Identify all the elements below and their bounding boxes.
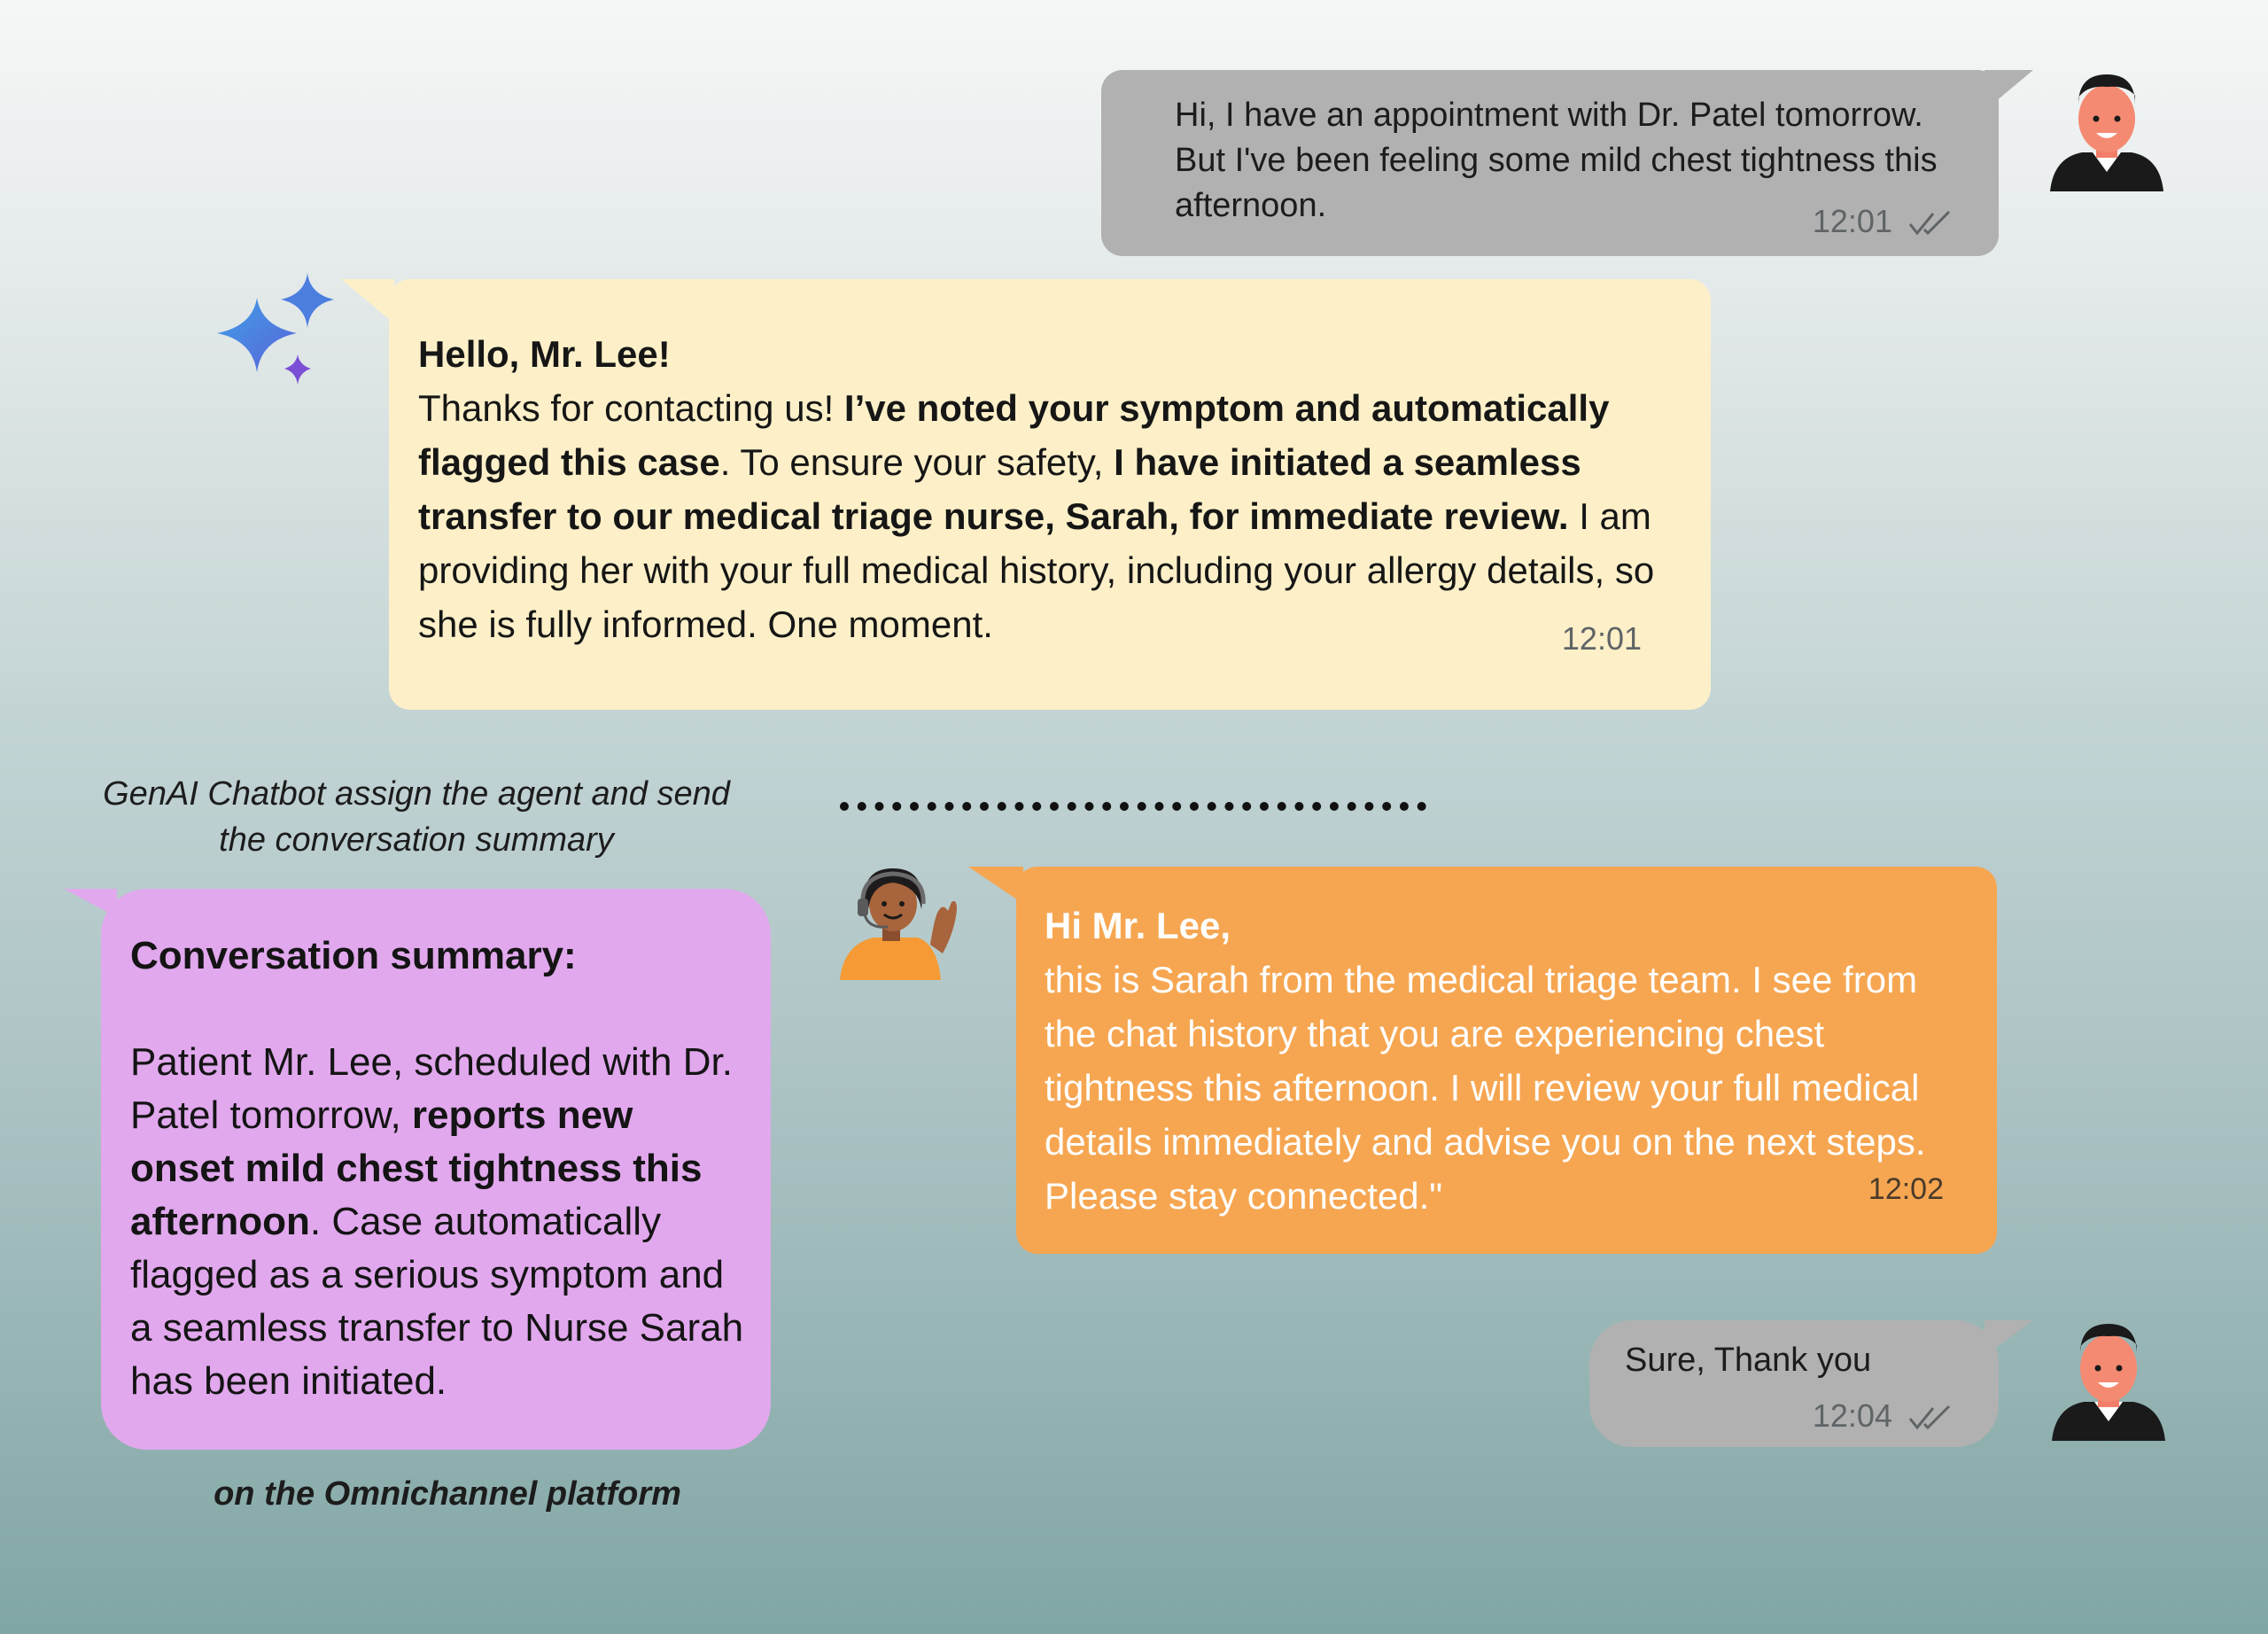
- nurse-avatar: [838, 860, 962, 982]
- user-message-1-meta: [1813, 198, 1953, 244]
- conversation-summary: [101, 889, 771, 1450]
- user-avatar: [2047, 69, 2167, 193]
- bot-message-time: 12:01: [1561, 620, 1642, 657]
- agent-greeting: Hi Mr. Lee,: [1045, 905, 1231, 946]
- bot-bold-2: I have initiated a seamless transfer to our medical triage nurse, Sarah, for immediate review.: [418, 441, 1581, 537]
- double-check-icon: [1908, 210, 1953, 237]
- bot-message: [389, 279, 1711, 710]
- double-check-icon: [1908, 1404, 1953, 1431]
- bot-text-1: Thanks for contacting us!: [418, 387, 844, 429]
- caption-bottom: on the Omnichannel platform: [214, 1475, 681, 1513]
- bot-text-3: I am providing her with your full medical history, including your allergy details, so she is fully informed. One moment.: [418, 495, 1655, 645]
- summary-title: Conversation summary:: [130, 934, 577, 977]
- user-avatar: [2048, 1319, 2169, 1443]
- agent-message-text: this is Sarah from the medical triage team. I see from the chat history that you are experiencing chest tightness this afternoon. I will review your full medical details immediately and advise you on the next steps. Please stay connected.": [1045, 959, 1926, 1217]
- agent-message-time: 12:02: [1868, 1172, 1944, 1206]
- user-message-1: [1101, 70, 1999, 256]
- caption-top: GenAI Chatbot assign the agent and send the conversation summary: [103, 775, 730, 859]
- summary-text-1: Patient Mr. Lee, scheduled with Dr. Patel tomorrow,: [130, 1040, 733, 1137]
- summary-bold-1: reports new onset mild chest tightness this afternoon: [130, 1093, 703, 1243]
- user-message-2: [1589, 1320, 1999, 1447]
- bot-message-tail: [341, 279, 394, 323]
- user-message-1-time: 12:01: [1812, 203, 1892, 239]
- sparkle-icon: [217, 273, 337, 388]
- agent-message-tail: [968, 867, 1023, 904]
- handoff-divider: [840, 802, 1426, 811]
- bot-message-body: [418, 381, 1658, 651]
- summary-text-2: . Case automatically flagged as a serious symptom and a seamless transfer to Nurse Sarah has been initiated.: [130, 1200, 744, 1403]
- user-message-1-text: Hi, I have an appointment with Dr. Patel tomorrow. But I've been feeling some mild chest tightness this afternoon.: [1175, 97, 1938, 224]
- bot-greeting: Hello, Mr. Lee!: [418, 333, 671, 375]
- bot-text-2: . To ensure your safety,: [719, 441, 1115, 483]
- user-message-2-time: 12:04: [1812, 1397, 1892, 1434]
- summary-body: [130, 1036, 744, 1408]
- user-message-2-meta: [1813, 1393, 1953, 1438]
- bot-bold-1: I’ve noted your symptom and automatically flagged this case: [418, 387, 1610, 483]
- user-message-2-text: Sure, Thank you: [1625, 1342, 1872, 1379]
- agent-message: [1016, 867, 1997, 1254]
